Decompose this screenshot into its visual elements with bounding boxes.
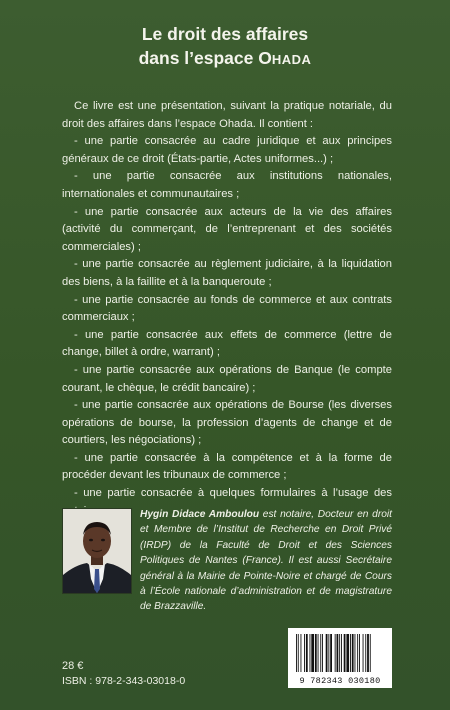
title-line-1: Le droit des affaires — [141, 24, 309, 44]
summary-item: - une partie consacrée à quelques formulaires à l’usage des — [74, 487, 392, 500]
summary-item: - une partie consacrée aux opérations de Banque (le compte courant, le chèque, le crédit bancaire) ; — [62, 363, 392, 394]
summary-item: - une partie consacrée au cadre juridique et aux principes généraux de ce droit (États-partie, Actes uniformes...) ; — [62, 135, 392, 165]
barcode-bar — [355, 634, 356, 672]
summary-text — [62, 98, 392, 520]
author-bio — [140, 507, 392, 615]
barcode-bar — [318, 634, 319, 672]
barcode-bar — [306, 634, 308, 672]
barcode-bar — [322, 634, 323, 672]
barcode-bar — [296, 634, 297, 672]
author-name: Hygin Didace Amboulou — [140, 509, 260, 520]
barcode-bar — [359, 634, 360, 672]
title-line-2-smallcaps: HADA — [271, 52, 312, 67]
barcode-bar — [335, 634, 336, 672]
author-photo — [62, 508, 132, 594]
barcode-bar — [298, 634, 299, 672]
barcode-bar — [341, 634, 342, 672]
barcode-bars — [288, 628, 392, 678]
summary-item: - une partie consacrée aux acteurs de la vie des affaires (activité du commerçant, de l’entreprenant et des sociétés commerciales) ; — [62, 205, 392, 253]
barcode-bar — [330, 634, 332, 672]
isbn-label: ISBN : 978-2-343-03018-0 — [62, 675, 186, 687]
barcode-bar — [363, 634, 364, 672]
barcode-bar — [357, 634, 358, 672]
summary-item: - une partie consacrée au fonds de commerce et aux contrats commerciaux ; — [62, 293, 392, 324]
barcode-bar — [352, 634, 354, 672]
barcode-digits: 9 782343 030180 — [299, 676, 381, 686]
barcode-bar — [326, 634, 328, 672]
summary-item: - une partie consacrée aux opérations de Bourse (les diverses opérations de bourse, la profession d’agents de change et de courtiers, les négociations) ; — [62, 399, 392, 447]
barcode-bar — [320, 634, 321, 672]
barcode-bar — [365, 634, 366, 672]
summary-item: - une partie consacrée à la compétence et à la forme de procéder devant les tribunaux de commerce ; — [62, 451, 392, 482]
summary-intro: Ce livre est une présentation, suivant la pratique notariale, du droit des affaires dans l’espace Ohada. Il contient : — [62, 100, 392, 130]
barcode-bar — [310, 634, 311, 672]
book-title — [0, 22, 450, 72]
summary-item: - une partie consacrée aux effets de commerce (lettre de change, billet à ordre, warrant) ; — [62, 328, 392, 359]
title-line-2-main: dans l’espace O — [138, 48, 272, 68]
barcode-bar — [367, 634, 369, 672]
author-bio-text: est notaire, Docteur en droit et Membre de l’Institut de Recherche en Droit Privé (IRDP) de la Faculté de Droit et des Sciences Politiques de Nantes (France). Il est aussi Secrétaire général à la Mairie de Pointe-Noire et chargé de Cours à l’École nationale d’administration et de magistrature de Brazzaville. — [140, 509, 392, 613]
title-line-2 — [0, 46, 450, 72]
summary-item: - une partie consacrée aux institutions nationales, internationales et communautaires ; — [62, 170, 392, 200]
barcode-bar — [337, 634, 339, 672]
barcode-bar — [328, 634, 329, 672]
barcode-bar — [344, 634, 346, 672]
summary-item: - une partie consacrée au règlement judiciaire, à la liquidation des biens, à la faillite et à la banqueroute ; — [62, 258, 392, 288]
barcode — [288, 628, 392, 688]
barcode-bar — [311, 634, 314, 672]
price-label: 28 € — [62, 660, 84, 672]
barcode-bar — [370, 634, 371, 672]
barcode-bar — [315, 634, 317, 672]
barcode-bar — [301, 634, 302, 672]
barcode-bar — [346, 634, 349, 672]
barcode-bar — [304, 634, 305, 672]
barcode-bar — [350, 634, 351, 672]
barcode-bar — [339, 634, 340, 672]
